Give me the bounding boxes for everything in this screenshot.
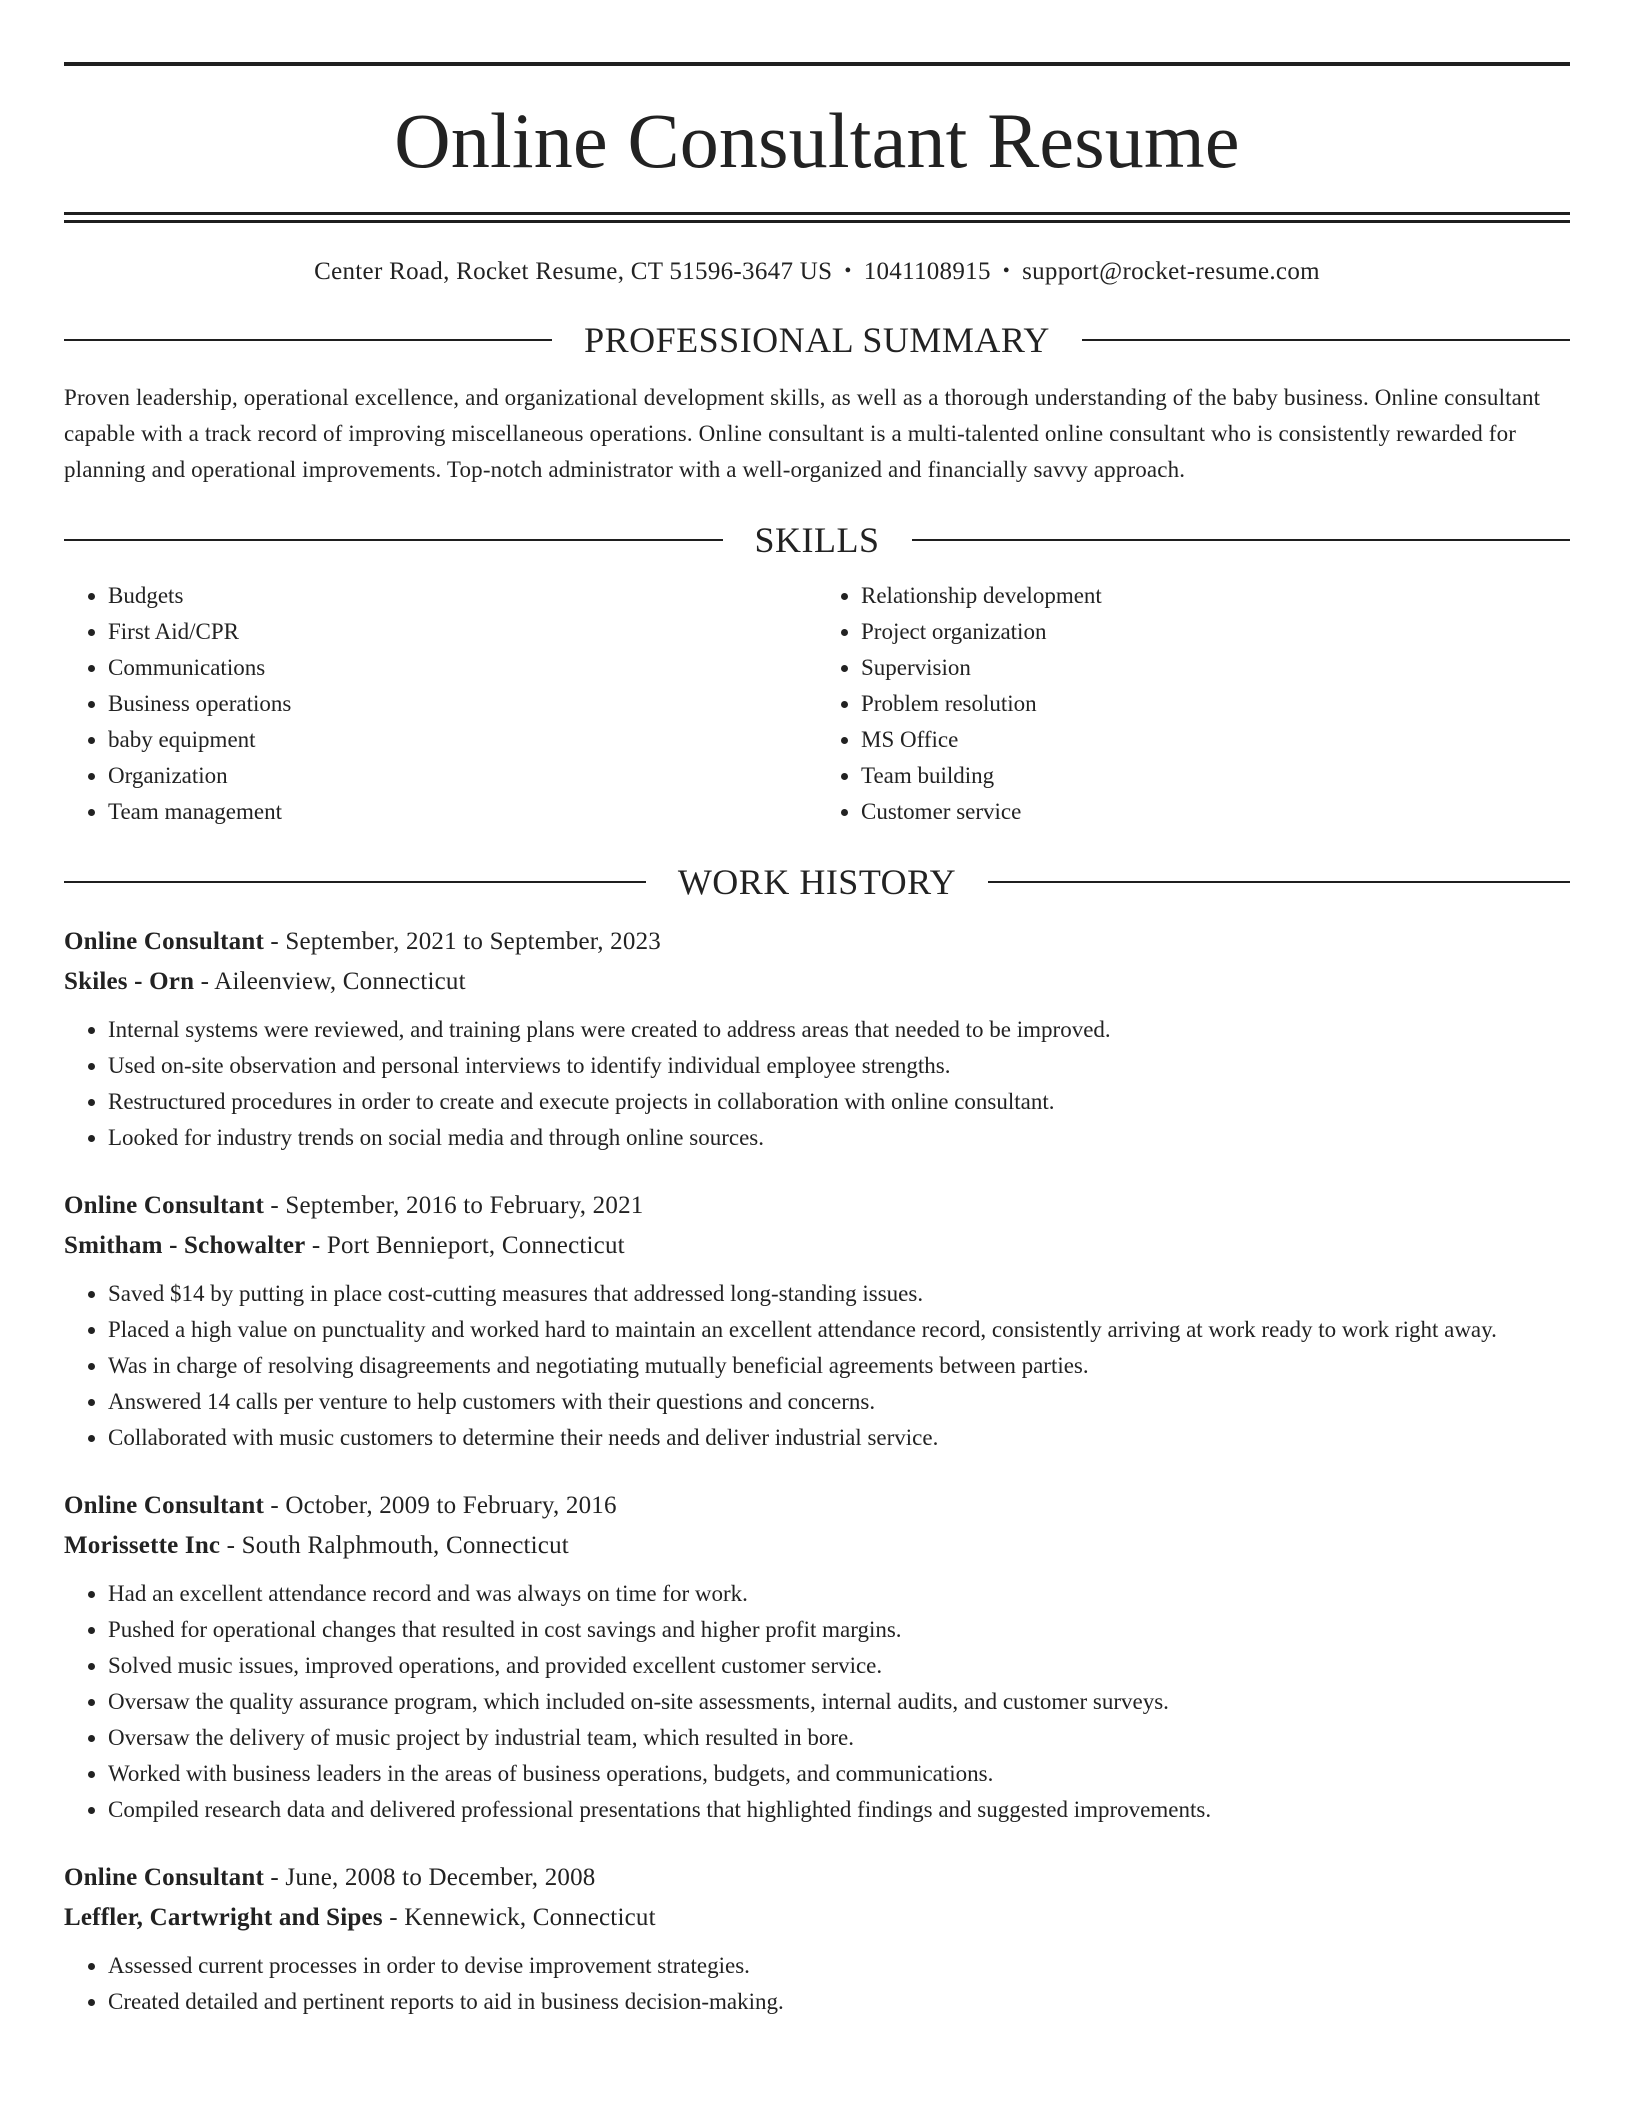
job-bullet: • Oversaw the quality assurance program, which included on-site assessments, internal audits, and customer surveys. bbox=[108, 1684, 1570, 1720]
job-title-line bbox=[64, 1486, 1570, 1526]
contact-address: Center Road, Rocket Resume, CT 51596-3647 US bbox=[314, 258, 833, 285]
heading-rule-left bbox=[64, 339, 552, 341]
skill-item: • Relationship development bbox=[861, 578, 1570, 614]
job-location: - Kennewick, Connecticut bbox=[382, 1904, 656, 1931]
job-bullet: • Internal systems were reviewed, and training plans were created to address areas that needed to be improved. bbox=[108, 1012, 1570, 1048]
job-bullet: • Pushed for operational changes that resulted in cost savings and higher profit margins. bbox=[108, 1612, 1570, 1648]
job-title-line bbox=[64, 1186, 1570, 1226]
heading-rule-right bbox=[1082, 339, 1570, 341]
work-history-section-heading bbox=[64, 864, 1570, 900]
skills-column-left bbox=[64, 578, 817, 830]
job-company-line bbox=[64, 962, 1570, 1002]
job-bullet: • Had an excellent attendance record and was always on time for work. bbox=[108, 1576, 1570, 1612]
job-entry bbox=[64, 922, 1570, 1156]
contact-email: support@rocket-resume.com bbox=[1022, 258, 1320, 285]
header-top-rule bbox=[64, 62, 1570, 66]
job-bullet: • Assessed current processes in order to devise improvement strategies. bbox=[108, 1948, 1570, 1984]
skill-item: • Team management bbox=[108, 794, 817, 830]
job-title: Online Consultant bbox=[64, 1864, 264, 1891]
summary-section-heading bbox=[64, 322, 1570, 358]
contact-separator: • bbox=[1002, 260, 1011, 282]
job-bullets bbox=[64, 1948, 1570, 2020]
summary-heading-label: PROFESSIONAL SUMMARY bbox=[584, 320, 1050, 360]
job-title: Online Consultant bbox=[64, 1192, 264, 1219]
resume-title: Online Consultant Resume bbox=[394, 97, 1240, 184]
resume-page bbox=[64, 0, 1570, 2020]
job-title-line bbox=[64, 922, 1570, 962]
job-bullet: • Used on-site observation and personal interviews to identify individual employee strengths. bbox=[108, 1048, 1570, 1084]
skill-item: • MS Office bbox=[861, 722, 1570, 758]
heading-rule-left bbox=[64, 881, 646, 883]
job-title: Online Consultant bbox=[64, 928, 264, 955]
skills-list bbox=[64, 578, 1570, 830]
job-company: Skiles - Orn bbox=[64, 968, 195, 995]
heading-rule-right bbox=[988, 881, 1570, 883]
contact-line bbox=[64, 257, 1570, 288]
job-company: Smitham - Schowalter bbox=[64, 1232, 306, 1259]
job-entry bbox=[64, 1486, 1570, 1828]
job-title-line bbox=[64, 1858, 1570, 1898]
professional-summary-text: Proven leadership, operational excellence, and organizational development skills, as well as a thorough understanding of the baby business. Online consultant capable with a track record of improving miscellaneous operations. Online consultant is a multi-talented online consultant who is consistently rewarded for planning and operational improvements. Top-notch administrator with a well-organized and financially savvy approach. bbox=[64, 385, 1541, 482]
job-dates: - June, 2008 to December, 2008 bbox=[263, 1864, 596, 1891]
job-location: - Port Bennieport, Connecticut bbox=[305, 1232, 625, 1259]
job-location: - South Ralphmouth, Connecticut bbox=[220, 1532, 569, 1559]
job-bullet: • Saved $14 by putting in place cost-cutting measures that addressed long-standing issues. bbox=[108, 1276, 1570, 1312]
skill-item: • Customer service bbox=[861, 794, 1570, 830]
skill-item: • Team building bbox=[861, 758, 1570, 794]
job-entry bbox=[64, 1858, 1570, 2020]
job-dates: - October, 2009 to February, 2016 bbox=[263, 1492, 617, 1519]
skills-section-heading bbox=[64, 522, 1570, 558]
contact-separator: • bbox=[844, 260, 852, 282]
job-bullet: • Placed a high value on punctuality and worked hard to maintain an excellent attendance record, consistently arriving at work ready to work right away. bbox=[108, 1312, 1570, 1348]
skill-item: • Budgets bbox=[108, 578, 817, 614]
skill-item: • First Aid/CPR bbox=[108, 614, 817, 650]
job-dates: - September, 2016 to February, 2021 bbox=[263, 1192, 644, 1219]
job-bullets bbox=[64, 1012, 1570, 1156]
skills-column-right bbox=[817, 578, 1570, 830]
job-entry bbox=[64, 1186, 1570, 1456]
job-title: Online Consultant bbox=[64, 1492, 264, 1519]
heading-rule-left bbox=[64, 539, 723, 541]
work-history-heading-label: WORK HISTORY bbox=[677, 862, 957, 902]
skill-item: • baby equipment bbox=[108, 722, 817, 758]
skill-item: • Organization bbox=[108, 758, 817, 794]
heading-rule-right bbox=[912, 539, 1571, 541]
job-bullet: • Worked with business leaders in the areas of business operations, budgets, and communications. bbox=[108, 1756, 1570, 1792]
job-bullet: • Collaborated with music customers to determine their needs and deliver industrial service. bbox=[108, 1420, 1570, 1456]
job-company-line bbox=[64, 1526, 1570, 1566]
header-double-rule bbox=[64, 212, 1570, 223]
job-bullet: • Was in charge of resolving disagreements and negotiating mutually beneficial agreements between parties. bbox=[108, 1348, 1570, 1384]
job-company-line bbox=[64, 1898, 1570, 1938]
job-bullet: • Created detailed and pertinent reports to aid in business decision-making. bbox=[108, 1984, 1570, 2020]
job-bullets bbox=[64, 1276, 1570, 1456]
job-bullet: • Compiled research data and delivered professional presentations that highlighted findings and suggested improvements. bbox=[108, 1792, 1570, 1828]
skill-item: • Project organization bbox=[861, 614, 1570, 650]
skill-item: • Business operations bbox=[108, 686, 817, 722]
job-dates: - September, 2021 to September, 2023 bbox=[263, 928, 661, 955]
job-bullet: • Looked for industry trends on social media and through online sources. bbox=[108, 1120, 1570, 1156]
job-bullets bbox=[64, 1576, 1570, 1828]
work-history-list bbox=[64, 922, 1570, 2020]
skills-heading-label: SKILLS bbox=[754, 520, 880, 560]
job-company: Leffler, Cartwright and Sipes bbox=[64, 1904, 383, 1931]
job-location: - Aileenview, Connecticut bbox=[194, 968, 466, 995]
job-company-line bbox=[64, 1226, 1570, 1266]
contact-phone: 1041108915 bbox=[863, 258, 991, 285]
skill-item: • Communications bbox=[108, 650, 817, 686]
skill-item: • Supervision bbox=[861, 650, 1570, 686]
job-bullet: • Oversaw the delivery of music project by industrial team, which resulted in bore. bbox=[108, 1720, 1570, 1756]
job-company: Morissette Inc bbox=[64, 1532, 221, 1559]
job-bullet: • Restructured procedures in order to create and execute projects in collaboration with online consultant. bbox=[108, 1084, 1570, 1120]
job-bullet: • Answered 14 calls per venture to help customers with their questions and concerns. bbox=[108, 1384, 1570, 1420]
skill-item: • Problem resolution bbox=[861, 686, 1570, 722]
job-bullet: • Solved music issues, improved operations, and provided excellent customer service. bbox=[108, 1648, 1570, 1684]
